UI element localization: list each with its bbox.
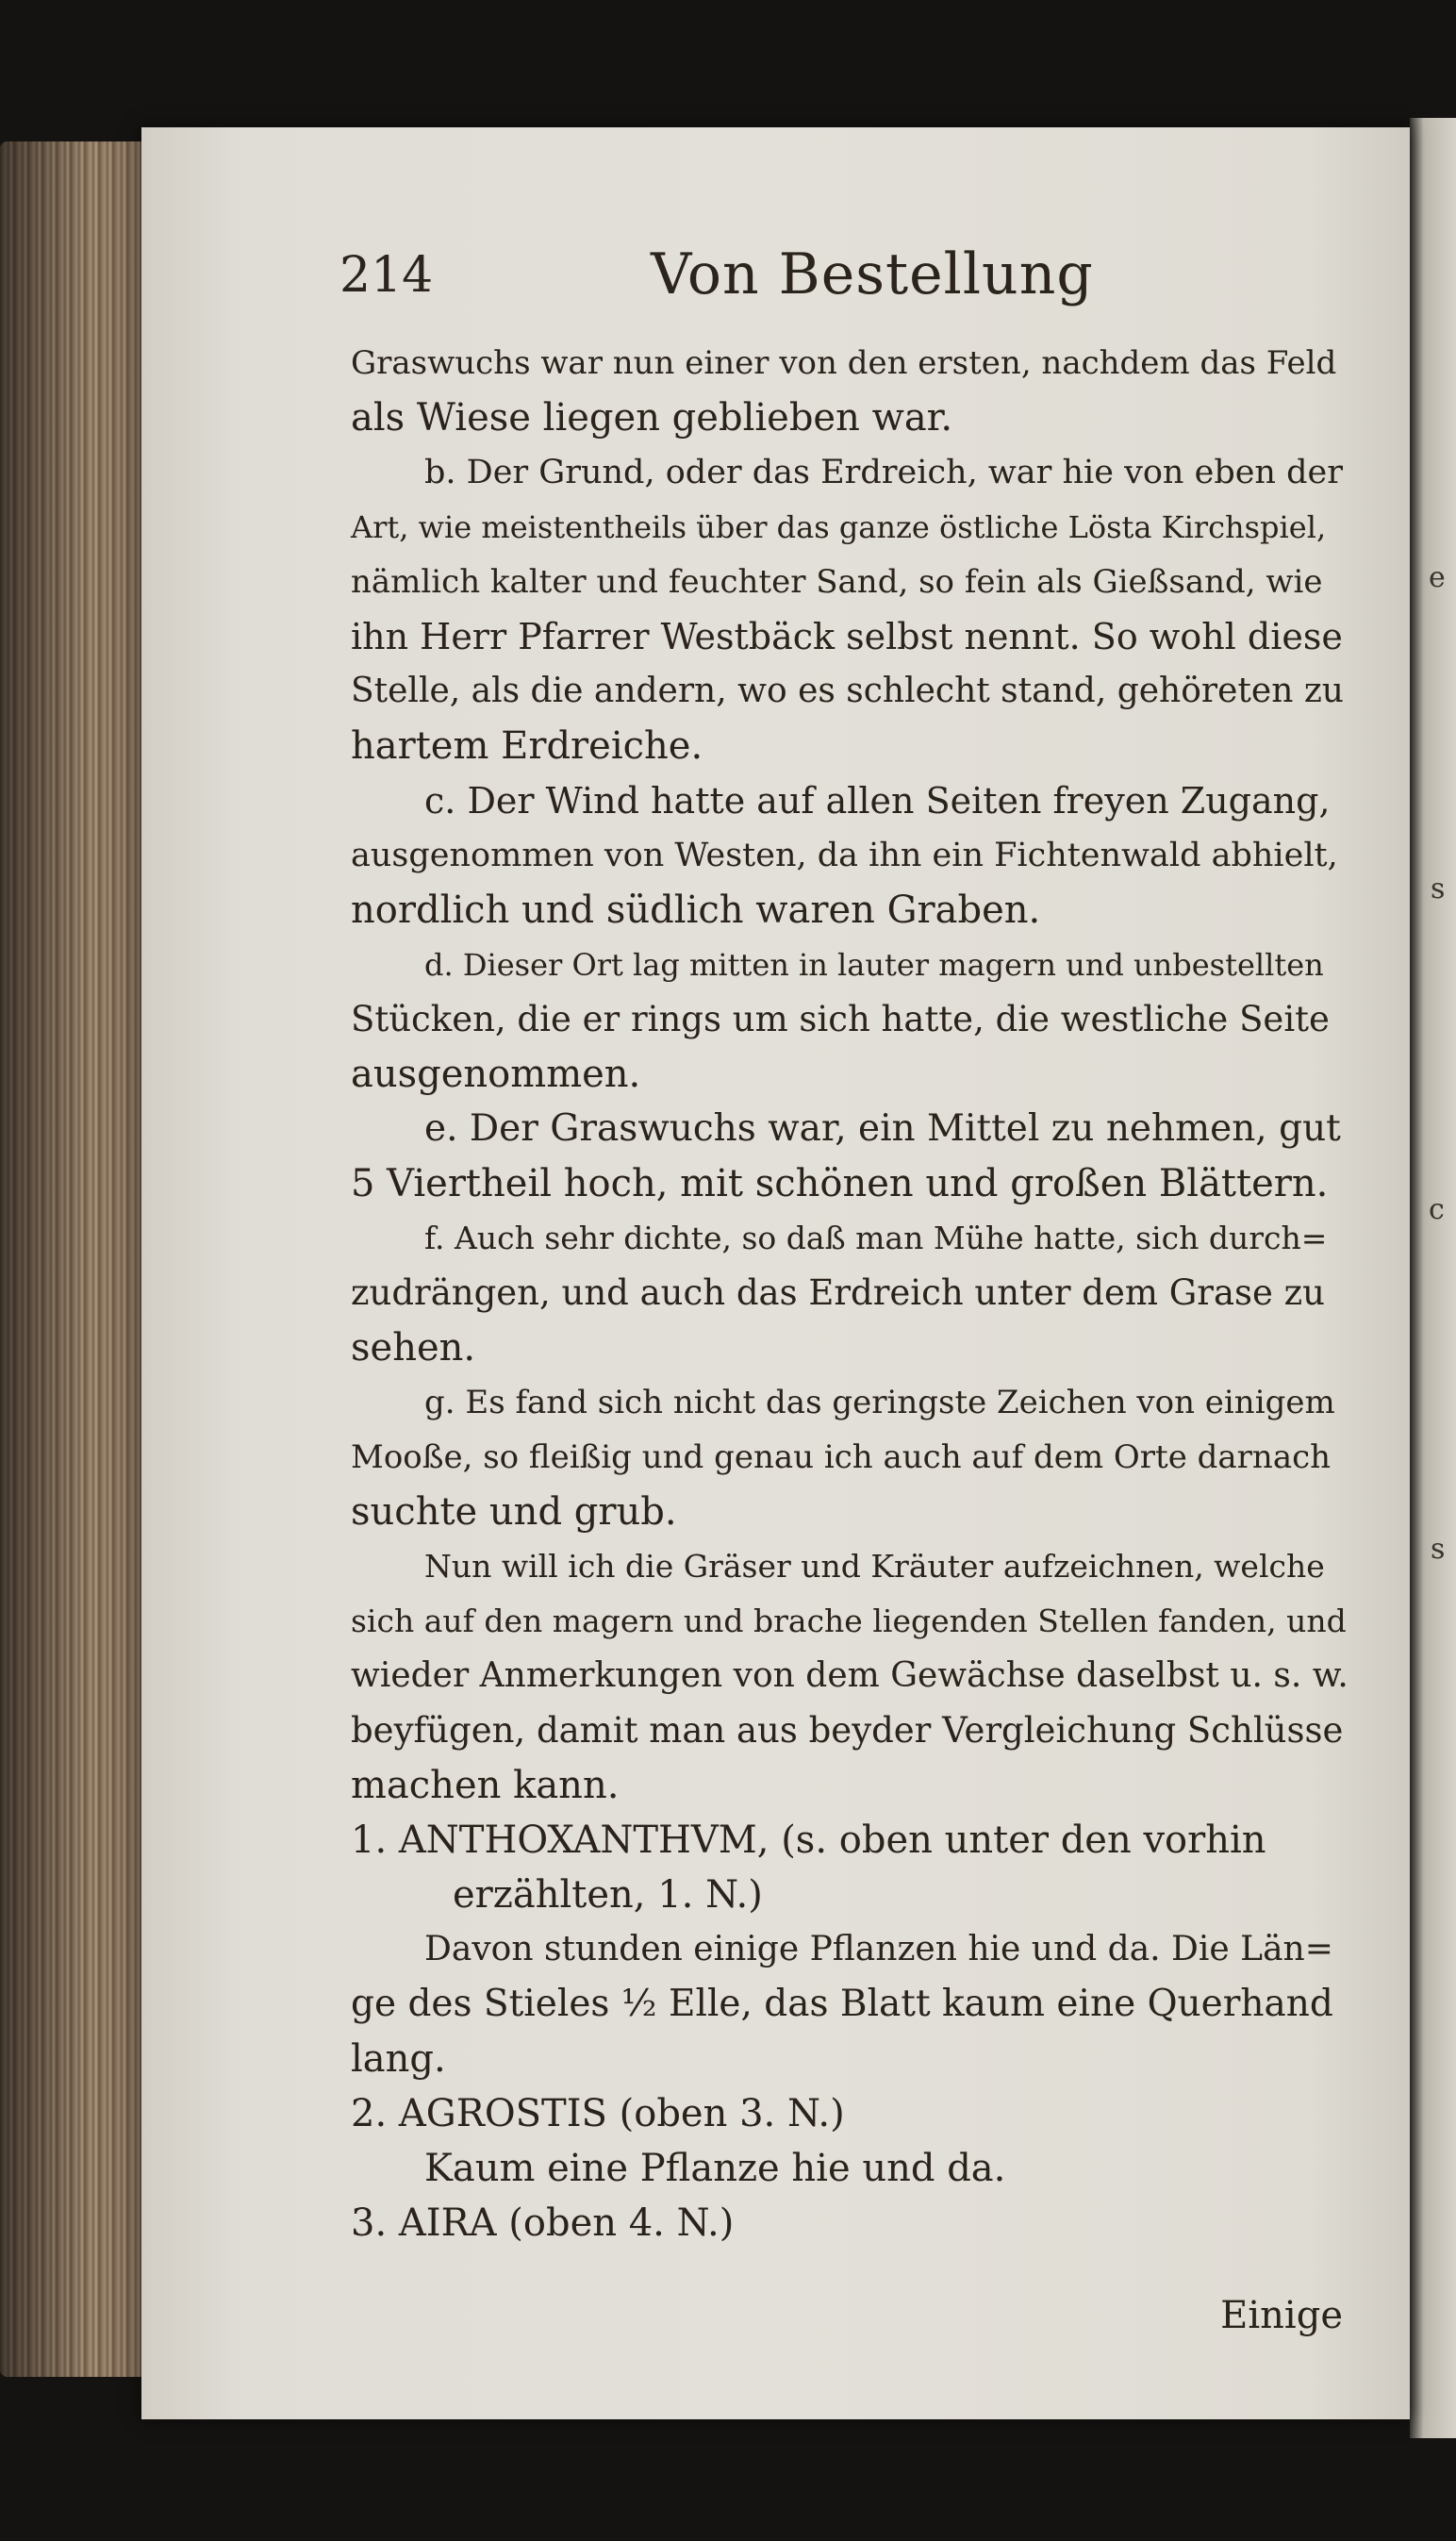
catchword: Einige	[1220, 2294, 1343, 2337]
text-line: Art, wie meistentheils über das ganze östliche Lösta Kirchspiel,	[351, 509, 1327, 545]
text-line: sehen.	[351, 1326, 476, 1370]
text-line: beyfügen, damit man aus beyder Vergleichung Schlüsse	[351, 1710, 1344, 1751]
text-line: e. Der Graswuchs war, ein Mittel zu nehmen, gut	[424, 1107, 1341, 1150]
text-line: Nun will ich die Gräser und Kräuter aufzeichnen, welche	[424, 1548, 1325, 1585]
text-line: Stelle, als die andern, wo es schlecht stand, gehöreten zu	[351, 672, 1344, 710]
text-line: sich auf den magern und brache liegenden Stellen fanden, und	[351, 1603, 1347, 1639]
facing-page-char: c	[1429, 1193, 1445, 1226]
section-heading: 2. AGROSTIS (oben 3. N.)	[351, 2092, 845, 2135]
text-line: g. Es fand sich nicht das geringste Zeichen von einigem	[424, 1384, 1335, 1421]
running-title: Von Bestellung	[651, 241, 1094, 307]
text-line: Kaum eine Pflanze hie und da.	[424, 2147, 1006, 2190]
text-line: lang.	[351, 2037, 446, 2081]
facing-page-char: s	[1431, 872, 1446, 905]
text-line: ihn Herr Pfarrer Westbäck selbst nennt. So wohl diese	[351, 616, 1343, 657]
text-line: Davon stunden einige Pflanzen hie und da. Die Län=	[424, 1930, 1333, 1968]
text-line: ge des Stieles ½ Elle, das Blatt kaum eine Querhand	[351, 1983, 1333, 2025]
page-header	[339, 241, 1339, 323]
text-line: Stücken, die er rings um sich hatte, die westliche Seite	[351, 999, 1330, 1039]
text-line: ausgenommen.	[351, 1053, 641, 1096]
text-line: 5 Viertheil hoch, mit schönen und großen Blättern.	[351, 1162, 1329, 1205]
text-line: f. Auch sehr dichte, so daß man Mühe hatte, sich durch=	[424, 1220, 1328, 1256]
text-line: als Wiese liegen geblieben war.	[351, 396, 953, 440]
text-line: wieder Anmerkungen von dem Gewächse daselbst u. s. w.	[351, 1656, 1348, 1695]
text-line: nämlich kalter und feuchter Sand, so fein als Gießsand, wie	[351, 563, 1323, 601]
facing-page-char: s	[1431, 1533, 1446, 1566]
text-line: machen kann.	[351, 1764, 620, 1807]
text-line: zudrängen, und auch das Erdreich unter dem Grase zu	[351, 1272, 1326, 1313]
page-number: 214	[339, 247, 434, 304]
facing-page-char: e	[1429, 561, 1446, 594]
text-line: c. Der Wind hatte auf allen Seiten freyen Zugang,	[424, 780, 1331, 822]
text-line: b. Der Grund, oder das Erdreich, war hie von eben der	[424, 454, 1343, 491]
body-text	[351, 336, 1350, 2343]
text-line: suchte und grub.	[351, 1490, 677, 1534]
book-edge-shadow	[0, 141, 151, 2377]
text-line: Mooße, so fleißig und genau ich auch auf dem Orte darnach	[351, 1438, 1332, 1476]
text-line: nordlich und südlich waren Graben.	[351, 889, 1041, 932]
text-line: ausgenommen von Westen, da ihn ein Fichtenwald abhielt,	[351, 837, 1338, 874]
text-line: Graswuchs war nun einer von den ersten, nachdem das Feld	[351, 344, 1337, 382]
text-line: d. Dieser Ort lag mitten in lauter magern und unbestellten	[424, 947, 1324, 983]
text-line: erzählten, 1. N.)	[453, 1873, 763, 1917]
text-line: hartem Erdreiche.	[351, 724, 703, 768]
facing-page-sliver	[1410, 118, 1456, 2438]
section-heading: 3. AIRA (oben 4. N.)	[351, 2201, 735, 2245]
section-heading: 1. ANTHOXANTHVM, (s. oben unter den vorhin	[351, 1819, 1266, 1862]
